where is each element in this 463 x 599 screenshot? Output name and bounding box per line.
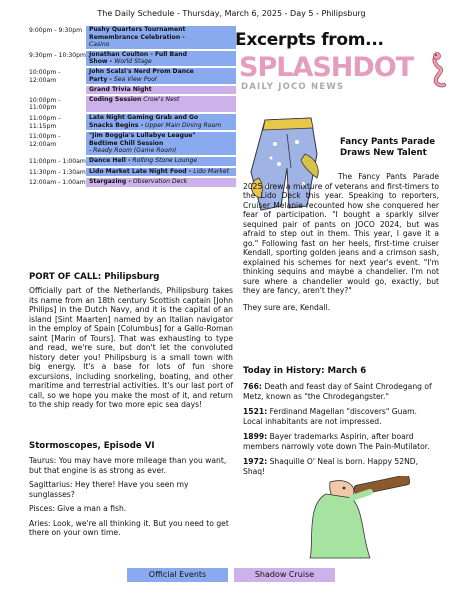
schedule-time: 11:00pm - 12:00am (29, 133, 61, 148)
event-location: Rolling Stone Lounge (132, 156, 198, 164)
schedule-time: 10:00pm - 11:00pm (29, 96, 61, 112)
event-location: Crow's Nest (143, 95, 180, 103)
fancy-title (340, 137, 439, 159)
schedule-row (29, 26, 236, 49)
schedule-time: 11:00pm - 1:00am (29, 157, 86, 165)
sea-snake-icon (428, 52, 448, 88)
logo-line3: DAILY JOCO NEWS (241, 82, 345, 92)
schedule-event (86, 132, 236, 155)
stormoscopes (29, 441, 233, 538)
schedule-row (29, 114, 236, 130)
splashdot-logo (235, 30, 435, 100)
history-year: 766: (243, 382, 262, 391)
schedule-event (86, 51, 236, 66)
schedule-row (29, 68, 236, 84)
schedule-event (86, 96, 236, 112)
fancy-title-line1: Fancy Pants Parade (340, 137, 436, 147)
port-article (29, 272, 233, 410)
port-text: Officially part of the Netherlands, Philipsburg takes its name from an 18th century Scottish captain [John Philips] in the Dutch Navy, and it is the capital of an island [Sint Maarten] named by an Italian navigator in the employ of Spain [Columbus] for a Gallo-Roman saint [Marin of Tours]. That was exhausting to type and read, we're sure, but don't let the convoluted history deter you! Philipsburg is a small town with big energy. It's a base for lots of fun shore excursions, including snorkeling, boating, and other maritime and terrestrial activities. It's our last port of call, so we hope you make the most of it, and return to the ship ready for two more epic sea days! (29, 286, 233, 409)
event-location: Casino (89, 41, 110, 49)
event-location: Upper Main Dining Room (145, 121, 222, 129)
page-header: The Daily Schedule - Thursday, March 6, 2025 - Day 5 - Philipsburg (97, 9, 366, 18)
schedule-list (29, 26, 236, 187)
event-title: Coding Session (89, 95, 142, 103)
fancy-article (243, 172, 439, 312)
schedule-time: 11:00pm - 11:15pm (29, 114, 61, 130)
schedule-time: 10:00pm - 12:00am (29, 68, 61, 84)
storm-item: Aries: Look, we're all thinking it. But you need to get there on your own time. (29, 518, 229, 537)
event-title: "Jim Boggia's Lullabye League" (89, 132, 196, 140)
history-year: 1521: (243, 407, 268, 416)
fancy-text: The Fancy Pants Parade 2025 drew a mixture of veterans and first-timers to the Lido Deck this year. Speaking to reporters, Cruiser Melanie recounted how she conquered her fear of participation. "I bought a sparkly silver sequined pair of pants on JOCO 2024, but was afraid to step out in them. This year, I gave it a go." Following fast on her heels, first-time cruiser Kendall, sporting golden jeans and a crimson sash, explained his schemes for next year's event. "I'm thinking sequins and maybe a chandelier. I'm not sure where a chandelier would go, exactly, but they are fancy, aren't they?" (243, 172, 439, 295)
event-location: - Ready Room (Game Room) (89, 147, 177, 155)
schedule-row (29, 157, 236, 166)
event-title: Dance Hell - (89, 156, 131, 164)
event-title: John Scalzi's Nerd Prom Dance (89, 67, 194, 75)
schedule-event (86, 114, 236, 130)
event-title: Jonathan Coulton - Full Band (89, 50, 187, 58)
port-title: PORT OF CALL: Philipsburg (29, 272, 160, 282)
event-title: Lido Market Late Night Food - (89, 167, 192, 175)
event-location: Lido Market (193, 167, 230, 175)
history-text: Bayer trademarks Aspirin, after board members narrowly vote down The Pain-Mutilator. (243, 432, 430, 451)
event-title: Late Night Gaming Grab and Go (89, 113, 199, 121)
legend-shadow-cruise: Shadow Cruise (234, 568, 335, 582)
history-text: Shaquille O' Neal is born. Happy 52ND, Shaq! (243, 457, 419, 476)
history-year: 1899: (243, 432, 268, 441)
schedule-event (86, 68, 236, 84)
schedule-event (86, 178, 236, 187)
schedule-event (86, 26, 236, 49)
storm-title: Stormoscopes, Episode VI (29, 441, 155, 451)
event-location: Sea View Pool (113, 75, 157, 83)
logo-line2: SPLASHDOT (239, 52, 414, 83)
history-year: 1972: (243, 457, 268, 466)
event-location: Observation Deck (132, 178, 188, 186)
stargazer-illustration (300, 476, 410, 560)
history-item (243, 382, 439, 401)
schedule-event (86, 168, 236, 177)
history-item (243, 407, 439, 426)
schedule-row (29, 51, 236, 66)
event-title-cont: Remembrance Celebration - (89, 33, 185, 41)
history-title: Today in History: March 6 (243, 366, 367, 376)
schedule-time (29, 86, 86, 94)
history-section (243, 366, 439, 476)
fancy-after: They sure are, Kendall. (243, 302, 331, 312)
schedule-row (29, 178, 236, 187)
storm-item: Sagittarius: Hey there! Have you seen my sunglasses? (29, 480, 189, 499)
schedule-event (86, 157, 236, 166)
history-item (243, 432, 439, 451)
event-title-cont: Party - (89, 75, 112, 83)
legend-official-events: Official Events (127, 568, 228, 582)
schedule-time: 12:00am - 1:00am (29, 179, 86, 187)
event-title-cont: Show - (89, 58, 115, 66)
storm-item: Taurus: You may have more mileage than you want, but that engine is as strong as ever. (29, 456, 227, 475)
schedule-event (86, 86, 236, 94)
history-text: Death and feast day of Saint Chrodegang of Metz, known as "the Chrodegangster." (243, 382, 432, 401)
event-title-cont: Snacks Begins - (89, 121, 144, 129)
event-title: Pushy Quarters Tournament (89, 26, 186, 33)
event-title: Grand Trivia Night (89, 86, 152, 94)
schedule-time: 11:30pm - 1:30am (29, 168, 86, 176)
schedule-time: 9:30pm - 10:30pm (29, 51, 86, 59)
fancy-title-line2: Draws New Talent (340, 148, 427, 158)
history-text: Ferdinand Magellan "discovers" Guam. Local inhabitants are not impressed. (243, 407, 417, 426)
logo-line1: Excerpts from... (235, 30, 384, 50)
event-title-cont: Bedtime Chill Session (89, 139, 164, 147)
schedule-row (29, 96, 236, 112)
schedule-row (29, 132, 236, 155)
event-title: Stargazing - (89, 178, 131, 186)
storm-item: Pisces: Give a man a fish. (29, 504, 127, 513)
history-item (243, 457, 439, 476)
schedule-time: 9:00pm - 9:30pm (29, 27, 83, 34)
schedule-row (29, 86, 236, 94)
event-location: World Stage (114, 58, 152, 66)
schedule-row (29, 168, 236, 177)
